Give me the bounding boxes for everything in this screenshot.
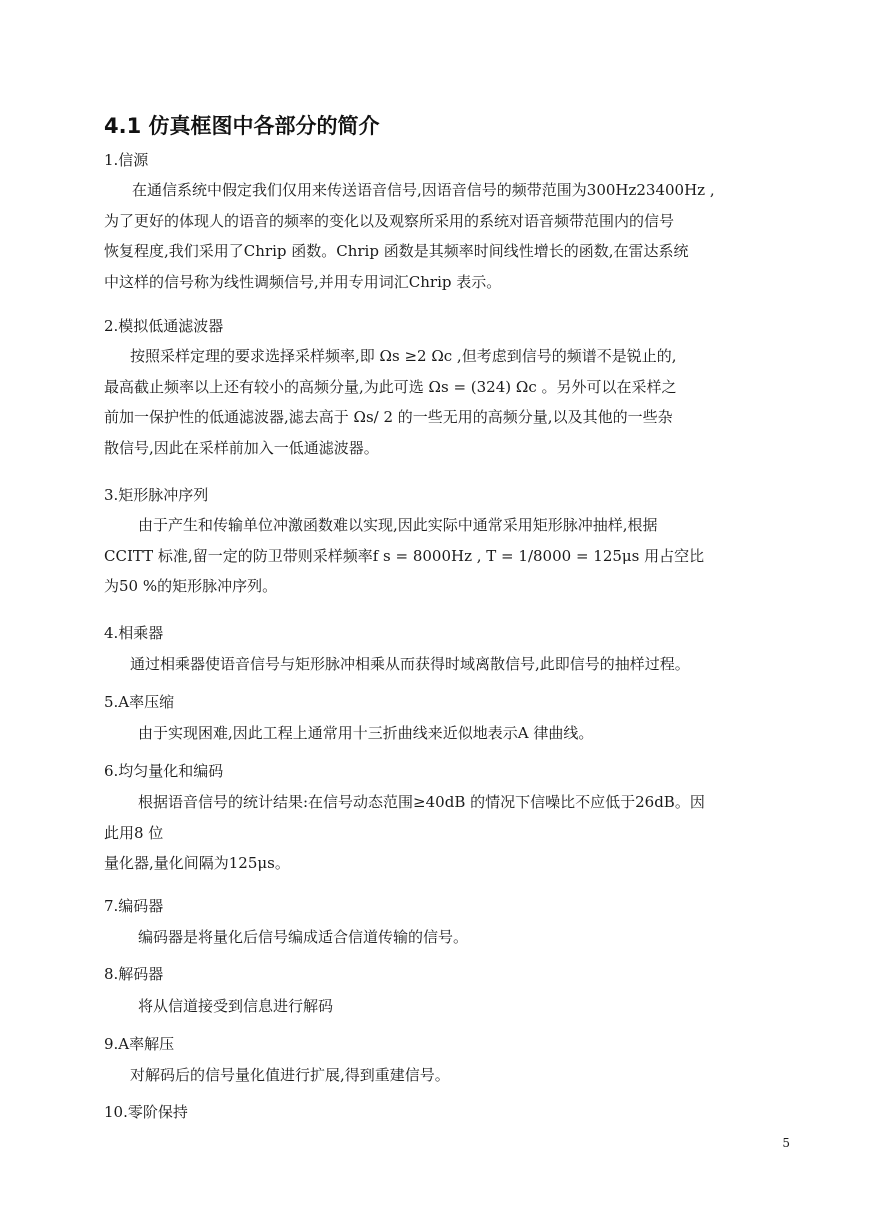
paragraph-line: 为50 %的矩形脉冲序列。	[104, 577, 278, 595]
paragraph-line: 通过相乘器使语音信号与矩形脉冲相乘从而获得时域离散信号,此即信号的抽样过程。	[130, 655, 690, 673]
paragraph-line: 为了更好的体现人的语音的频率的变化以及观察所采用的系统对语音频带范围内的信号	[104, 211, 675, 230]
paragraph-line: CCITT 标准,留一定的防卫带则采样频率f s = 8000Hz , T = 1/8000 = 125μs 用占空比	[104, 546, 705, 565]
subsection-title-lowpass-filter: 2.模拟低通滤波器	[104, 317, 224, 335]
subsection-title-source: 1.信源	[104, 151, 149, 169]
paragraph-line: 对解码后的信号量化值进行扩展,得到重建信号。	[130, 1066, 450, 1084]
subsection-title-encoder: 7.编码器	[104, 897, 164, 915]
paragraph-line: 由于产生和传输单位冲激函数难以实现,因此实际中通常采用矩形脉冲抽样,根据	[138, 516, 658, 534]
paragraph-line: 恢复程度,我们采用了Chrip 函数。Chrip 函数是其频率时间线性增长的函数,在雷达系统	[104, 242, 689, 260]
paragraph-a-law-compression	[104, 718, 788, 749]
paragraph-line: 编码器是将量化后信号编成适合信道传输的信号。	[138, 928, 469, 946]
paragraph-lowpass-filter	[104, 341, 788, 463]
subsection-title-a-law-expansion: 9.A率解压	[104, 1035, 175, 1053]
subsection-title-decoder: 8.解码器	[104, 965, 164, 983]
paragraph-line: 散信号,因此在采样前加入一低通滤波器。	[104, 438, 379, 457]
paragraph-multiplier	[104, 649, 788, 680]
paragraph-quantization	[104, 787, 788, 879]
subsection-title-a-law-compression: 5.A率压缩	[104, 693, 175, 711]
section-heading: 4.1 仿真框图中各部分的简介	[104, 114, 380, 138]
subsection-title-pulse-sequence: 3.矩形脉冲序列	[104, 486, 209, 504]
subsection-title-zero-order-hold: 10.零阶保持	[104, 1103, 188, 1121]
paragraph-decoder	[104, 991, 788, 1022]
paragraph-line: 由于实现困难,因此工程上通常用十三折曲线来近似地表示A 律曲线。	[138, 724, 594, 742]
paragraph-line: 将从信道接受到信息进行解码	[138, 997, 334, 1015]
paragraph-encoder	[104, 922, 788, 953]
paragraph-line: 根据语音信号的统计结果:在信号动态范围≥40dB 的情况下信噪比不应低于26dB。因	[138, 793, 705, 811]
paragraph-line: 此用8 位	[104, 823, 164, 842]
subsection-title-quantization: 6.均匀量化和编码	[104, 762, 224, 780]
paragraph-source	[104, 175, 788, 297]
page-number: 5	[782, 1136, 790, 1150]
paragraph-line: 最高截止频率以上还有较小的高频分量,为此可选 Ωs = (324) Ωc 。另外可以在采样之	[104, 377, 677, 396]
paragraph-line: 在通信系统中假定我们仅用来传送语音信号,因语音信号的频带范围为300Hz23400Hz ,	[132, 181, 715, 199]
paragraph-pulse-sequence	[104, 510, 788, 602]
paragraph-line: 量化器,量化间隔为125μs。	[104, 854, 290, 872]
subsection-title-multiplier: 4.相乘器	[104, 624, 164, 642]
paragraph-line: 按照采样定理的要求选择采样频率,即 Ωs ≥2 Ωc ,但考虑到信号的频谱不是锐止的,	[130, 347, 677, 365]
paragraph-line: 中这样的信号称为线性调频信号,并用专用词汇Chrip 表示。	[104, 272, 502, 291]
paragraph-a-law-expansion	[104, 1060, 788, 1091]
paragraph-line: 前加一保护性的低通滤波器,滤去高于 Ωs/ 2 的一些无用的高频分量,以及其他的一些杂	[104, 408, 673, 426]
